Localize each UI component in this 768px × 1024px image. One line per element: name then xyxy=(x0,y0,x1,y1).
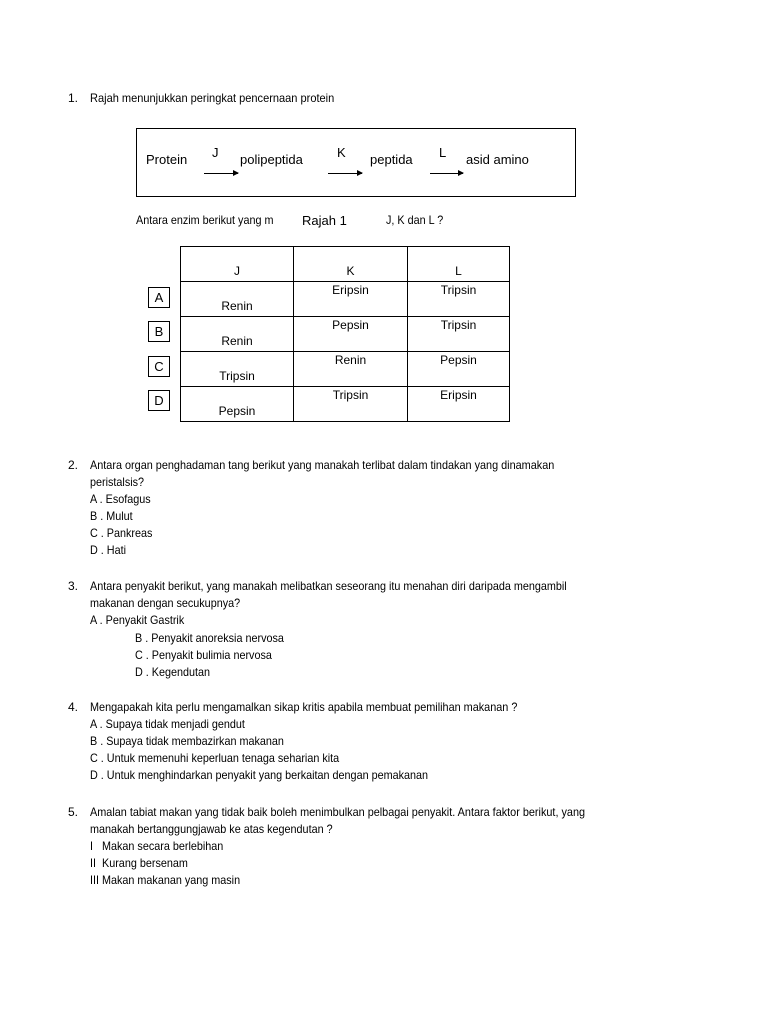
q2-number: 2. xyxy=(68,458,79,472)
table-row xyxy=(181,352,510,387)
q1-number: 1. xyxy=(68,91,79,105)
diagram-term-asid-amino: asid amino xyxy=(466,152,529,167)
cell-k: Renin xyxy=(334,353,367,367)
option-box-a[interactable]: A xyxy=(148,287,170,308)
q2-option-d[interactable]: D . Hati xyxy=(90,543,127,557)
q1-stem: Rajah menunjukkan peringkat pencernaan protein xyxy=(90,91,335,105)
q3-option-d[interactable]: D . Kegendutan xyxy=(135,665,211,679)
figure-label: Rajah 1 xyxy=(296,211,386,231)
q2-option-a[interactable]: A . Esofagus xyxy=(90,492,151,506)
q4-option-b[interactable]: B . Supaya tidak membazirkan makanan xyxy=(90,734,284,748)
q2-line1: Antara organ penghadaman tang berikut yang manakah terlibat dalam tindakan yang dinamakan xyxy=(90,458,555,472)
digestion-diagram xyxy=(136,128,576,197)
q5-number: 5. xyxy=(68,805,79,819)
q5-item-1: I Makan secara berlebihan xyxy=(90,839,224,853)
q3-option-b[interactable]: B . Penyakit anoreksia nervosa xyxy=(135,631,284,645)
cell-j: Renin xyxy=(221,334,253,348)
cell-k: Pepsin xyxy=(332,318,369,332)
arrow-icon xyxy=(430,173,463,174)
option-box-d[interactable]: D xyxy=(148,390,170,411)
q2-option-c[interactable]: C . Pankreas xyxy=(90,526,153,540)
q4-option-a[interactable]: A . Supaya tidak menjadi gendut xyxy=(90,717,245,731)
cell-k: Tripsin xyxy=(332,388,369,402)
option-box-b[interactable]: B xyxy=(148,321,170,342)
q4-option-c[interactable]: C . Untuk memenuhi keperluan tenaga seharian kita xyxy=(90,751,340,765)
arrow-icon xyxy=(328,173,362,174)
q3-option-a[interactable]: A . Penyakit Gastrik xyxy=(90,613,185,627)
q3-number: 3. xyxy=(68,579,79,593)
cell-l: Tripsin xyxy=(440,283,477,297)
q4-option-d[interactable]: D . Untuk menghindarkan penyakit yang berkaitan dengan pemakanan xyxy=(90,768,429,782)
q1-question-prefix: Antara enzim berikut yang m xyxy=(136,213,274,227)
q5-line2: manakah bertanggungjawab ke atas kegendutan ? xyxy=(90,822,333,836)
cell-k: Eripsin xyxy=(332,283,369,297)
q2-option-b[interactable]: B . Mulut xyxy=(90,509,133,523)
q3-line1: Antara penyakit berikut, yang manakah melibatkan seseorang itu menahan diri daripada mengambil xyxy=(90,579,567,593)
table-row xyxy=(181,282,510,317)
q2-line2: peristalsis? xyxy=(90,475,145,489)
enzyme-label-k: K xyxy=(337,145,346,160)
q5-item-2: II Kurang bersenam xyxy=(90,856,188,870)
q5-item-3: III Makan makanan yang masin xyxy=(90,873,241,887)
diagram-term-protein: Protein xyxy=(146,152,188,167)
enzyme-label-l: L xyxy=(439,145,447,160)
q3-option-c[interactable]: C . Penyakit bulimia nervosa xyxy=(135,648,272,662)
q3-line2: makanan dengan secukupnya? xyxy=(90,596,241,610)
q4-number: 4. xyxy=(68,700,79,714)
answer-table xyxy=(180,246,510,422)
diagram-term-peptida: peptida xyxy=(370,152,413,167)
table-row xyxy=(181,317,510,352)
table-row xyxy=(181,387,510,422)
q4-line1: Mengapakah kita perlu mengamalkan sikap kritis apabila membuat pemilihan makanan ? xyxy=(90,700,518,714)
header-j: J xyxy=(234,264,240,278)
cell-j: Pepsin xyxy=(218,404,256,418)
header-k: K xyxy=(346,264,355,278)
cell-j: Renin xyxy=(221,299,253,313)
cell-l: Pepsin xyxy=(440,353,477,367)
option-box-c[interactable]: C xyxy=(148,356,170,377)
header-l: L xyxy=(455,264,462,278)
table-header-row xyxy=(181,247,510,282)
cell-j: Tripsin xyxy=(219,369,255,383)
q5-line1: Amalan tabiat makan yang tidak baik boleh menimbulkan pelbagai penyakit. Antara faktor berikut, yang xyxy=(90,805,586,819)
cell-l: Tripsin xyxy=(440,318,477,332)
arrow-icon xyxy=(204,173,238,174)
enzyme-label-j: J xyxy=(212,145,219,160)
cell-l: Eripsin xyxy=(440,388,477,402)
q1-question-suffix: J, K dan L ? xyxy=(386,213,444,227)
diagram-term-polipeptida: polipeptida xyxy=(240,152,303,167)
